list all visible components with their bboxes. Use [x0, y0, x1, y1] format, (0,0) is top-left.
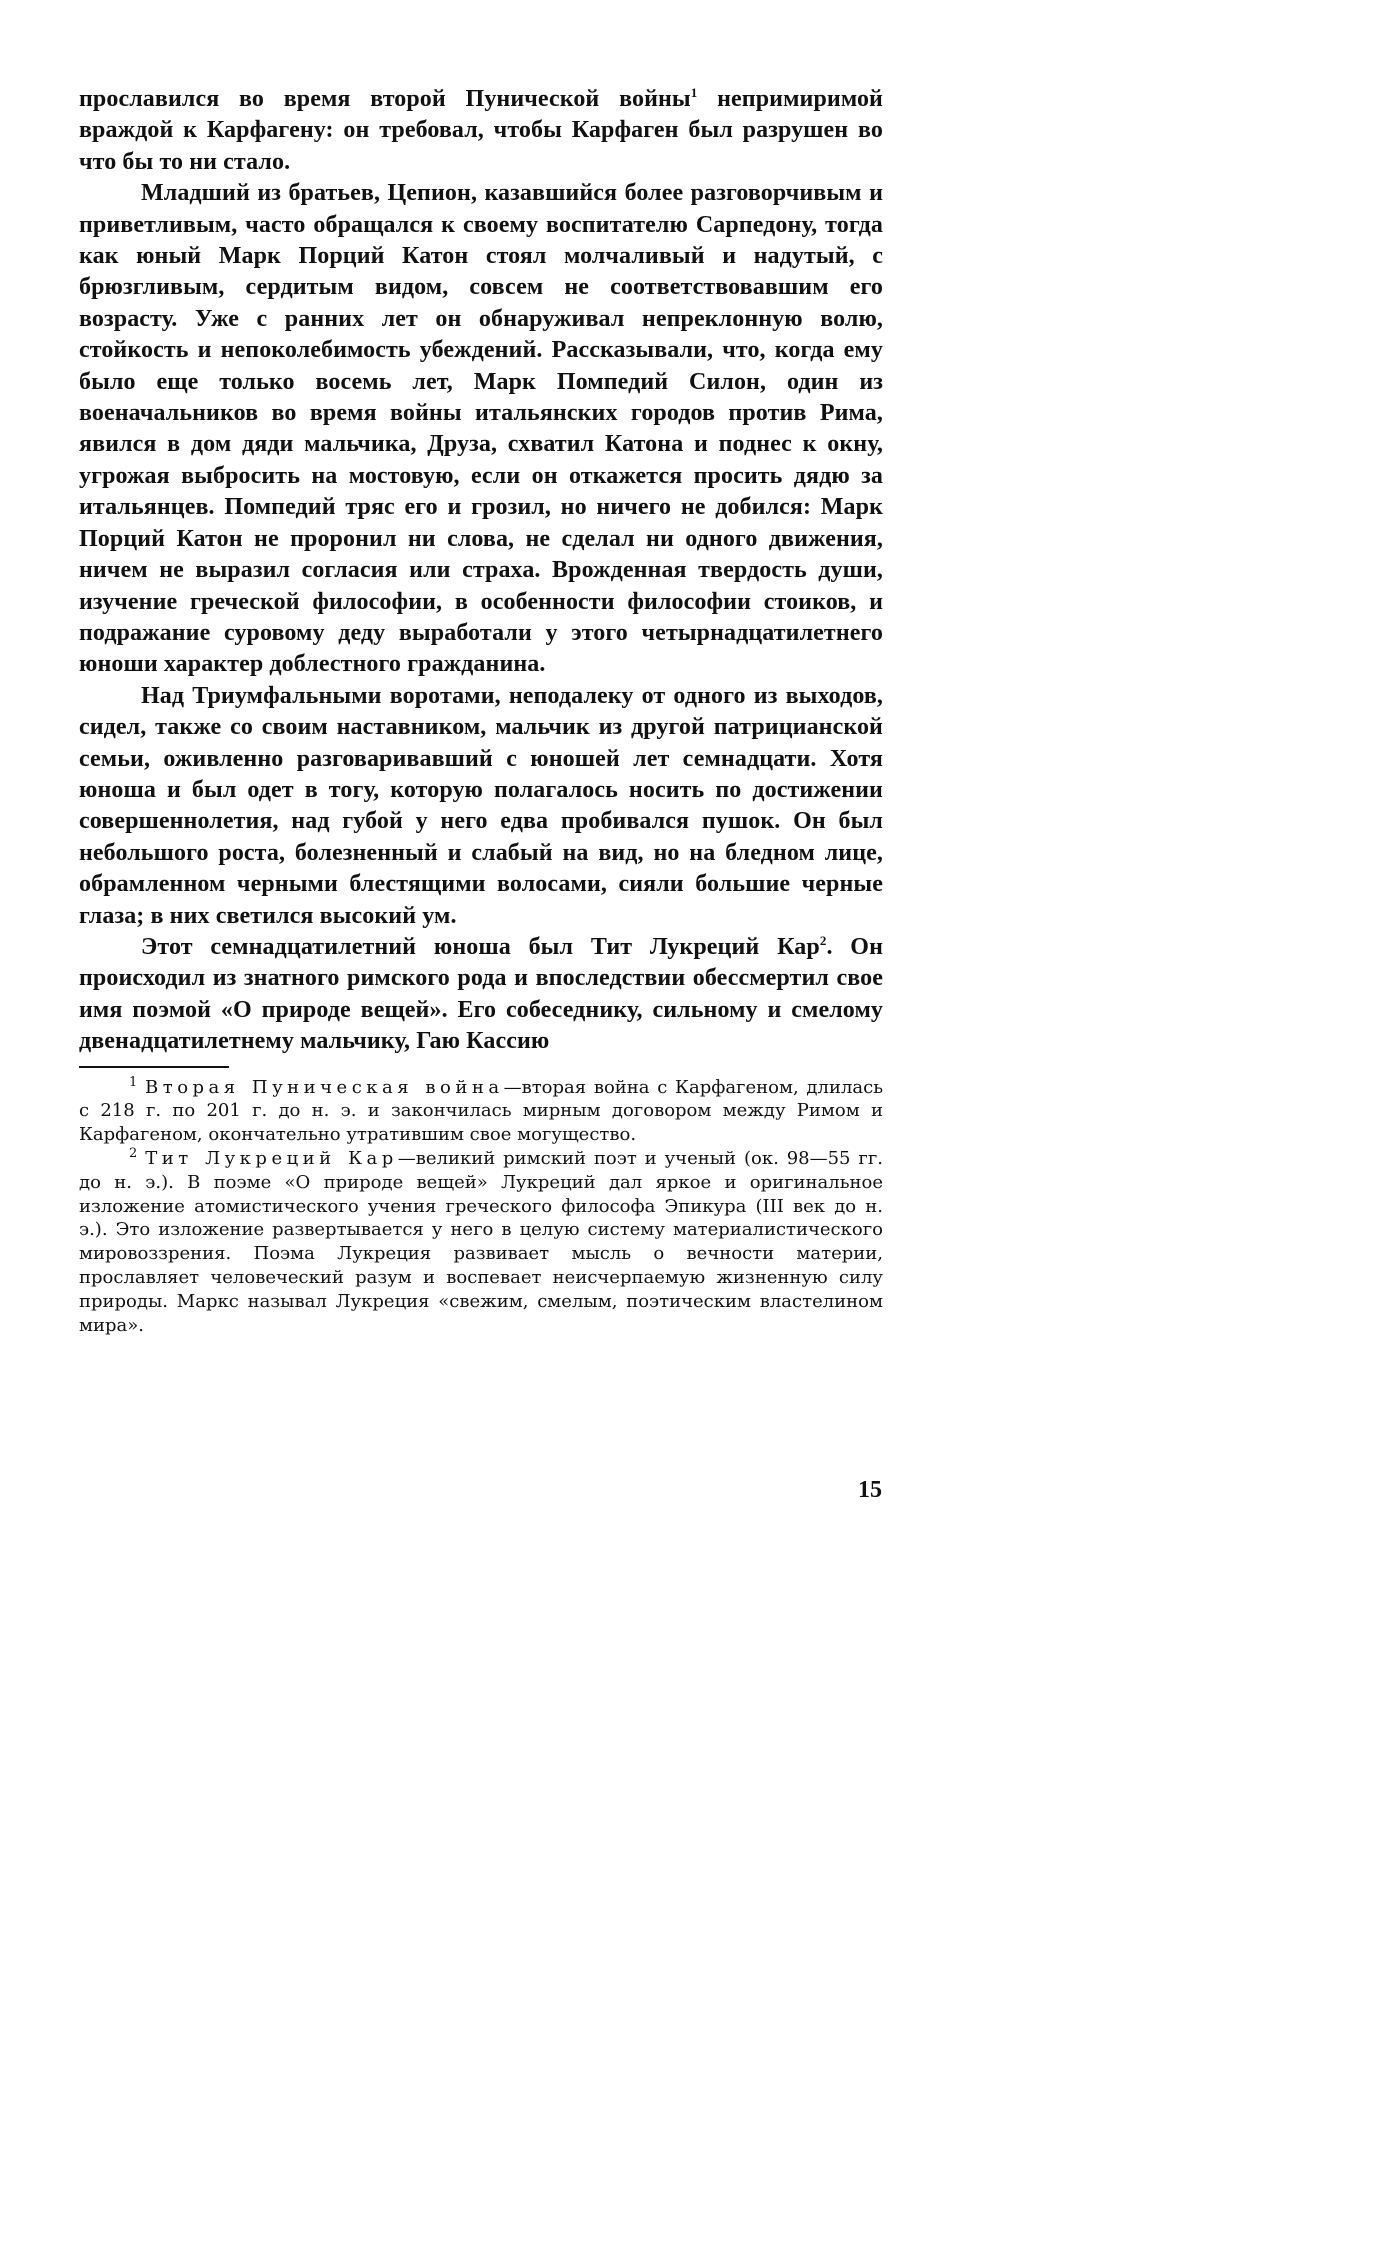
main-text [79, 84, 883, 1058]
footnote-1-term: Вторая Пуническая война [145, 1076, 504, 1098]
paragraph-4-rest: . Он происходил из знатного римского рода и впоследствии обессмертил свое имя поэмой «О природе вещей». Его собеседнику, сильному и смелому двенадцатилетнему мальчику, Гаю Кассию [79, 933, 883, 1055]
paragraph-3: Над Триумфальными воротами, неподалеку от одного из выходов, сидел, также со своим наставником, мальчик из другой патрицианской семьи, оживленно разговаривавший с юношей лет семнадцати. Хотя юноша и был одет в тогу, которую полагалось носить по достижении совершеннолетия, над губой у него едва пробивался пушок. Он был небольшого роста, болезненный и слабый на вид, но на бледном лице, обрамленном черными блестящими волосами, сияли большие черные глаза; в них светился высокий ум. [79, 682, 883, 929]
footnote-1 [79, 1076, 883, 1147]
footnote-2-term: Тит Лукреций Кар [145, 1147, 398, 1169]
footnote-2-number: 2 [129, 1145, 138, 1161]
page-body [79, 84, 883, 1337]
footnote-2-text: —великий римский поэт и ученый (ок. 98—55 гг. до н. э.). В поэме «О природе вещей» Лукреций дал яркое и оригинальное изложение атомистического учения греческого философа Эпикура (III век до н. э.). Это изложение развертывается у него в целую систему материалистического мировоззрения. Поэма Лукреция развивает мысль о вечности материи, прославляет человеческий разум и воспевает неисчерпаемую жизненную силу природы. Маркс называл Лукреция «свежим, смелым, поэтическим властелином мира». [79, 1147, 883, 1336]
paragraph-4-text: Этот семнадцатилетний юноша был Тит Лукреций Кар [141, 933, 820, 960]
paragraph-4 [79, 932, 883, 1058]
footnote-1-text: —вторая война с Карфагеном, длилась с 218 г. по 201 г. до н. э. и закончилась мирным договором между Римом и Карфагеном, окончательно утратившим свое могущество. [79, 1076, 883, 1146]
footnotes [79, 1076, 883, 1338]
page-number: 15 [858, 1477, 882, 1503]
footnote-ref-2: 2 [819, 932, 827, 948]
footnote-1-number: 1 [129, 1074, 138, 1090]
paragraph-1 [79, 84, 883, 178]
paragraph-1-rest: непримиримой враждой к Карфагену: он требовал, чтобы Карфаген был разрушен во что бы то ни стало. [79, 86, 883, 175]
paragraph-2: Младший из братьев, Цепион, казавшийся более разговорчивым и приветливым, часто обращался к своему воспитателю Сарпедону, тогда как юный Марк Порций Катон стоял молчаливый и надутый, с брюзгливым, сердитым видом, совсем не соответствовавшим его возрасту. Уже с ранних лет он обнаруживал непреклонную волю, стойкость и непоколебимость убеждений. Рассказывали, что, когда ему было еще только восемь лет, Марк Помпедий Силон, один из военачальников во время войны итальянских городов против Рима, явился в дом дяди мальчика, Друза, схватил Катона и поднес к окну, угрожая выбросить на мостовую, если он откажется просить дядю за итальянцев. Помпедий тряс его и грозил, но ничего не добился: Марк Порций Катон не проронил ни слова, не сделал ни одного движения, ничем не выразил согласия или страха. Врожденная твердость души, изучение греческой философии, в особенности философии стоиков, и подражание суровому деду выработали у этого четырнадцатилетнего юноши характер доблестного гражданина. [79, 180, 883, 678]
footnote-ref-1: 1 [690, 85, 698, 100]
footnote-2 [79, 1147, 883, 1337]
paragraph-1-text: прославился во время второй Пунической войны [79, 86, 691, 112]
footnote-divider [79, 1066, 229, 1068]
